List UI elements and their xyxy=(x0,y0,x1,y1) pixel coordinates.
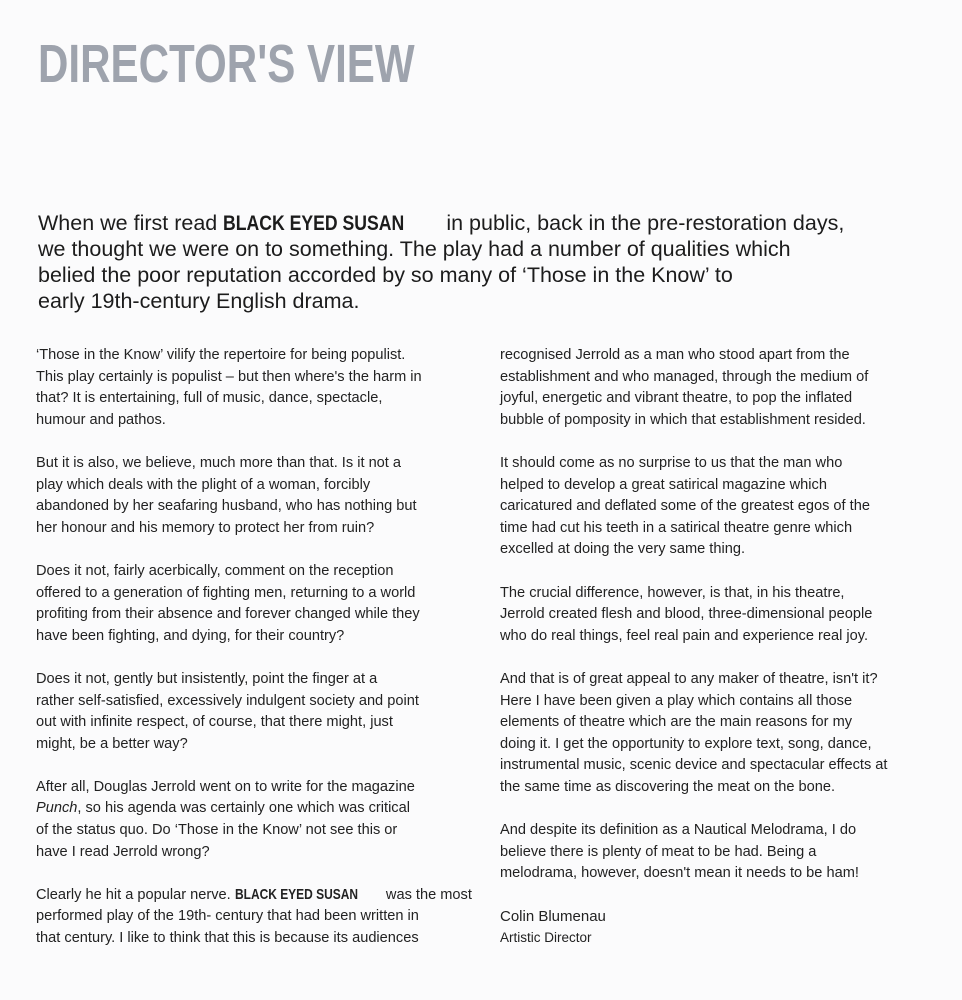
text-line: Does it not, gently but insistently, point the finger at a xyxy=(36,670,378,687)
text-line: joyful, energetic and vibrant theatre, to pop the inflated xyxy=(500,390,853,407)
intro-line xyxy=(38,210,918,236)
intro-line: belied the poor reputation accorded by so many of ‘Those in the Know’ to xyxy=(38,263,733,287)
text-line: time had cut his teeth in a satirical theatre genre which xyxy=(500,519,853,536)
text-line: performed play of the 19th- century that had been written in xyxy=(36,908,419,925)
text-line: that century. I like to think that this is because its audiences xyxy=(36,930,419,947)
page-title: DIRECTOR'S VIEW xyxy=(38,34,415,94)
text-line: believe there is plenty of meat to be had. Being a xyxy=(500,843,817,860)
text-line: humour and pathos. xyxy=(36,411,166,428)
right-column xyxy=(500,345,930,948)
intro-text: When we first read xyxy=(38,211,224,235)
text-line: play which deals with the plight of a woman, forcibly xyxy=(36,476,371,493)
text-line: her honour and his memory to protect her from ruin? xyxy=(36,519,375,536)
text-line: And despite its definition as a Nautical Melodrama, I do xyxy=(500,822,857,839)
text-line: This play certainly is populist – but then where's the harm in xyxy=(36,368,422,385)
intro-text: in public, back in the pre-restoration days, xyxy=(440,211,845,235)
text-line: Here I have been given a play which contains all those xyxy=(500,692,853,709)
text-line: ‘Those in the Know’ vilify the repertoire for being populist. xyxy=(36,347,406,363)
author-name: Colin Blumenau xyxy=(500,908,606,926)
text-line: And that is of great appeal to any maker of theatre, isn't it? xyxy=(500,670,878,687)
text-line xyxy=(36,798,476,820)
paragraph xyxy=(500,820,930,885)
play-title-bold: BLACK EYED SUSAN xyxy=(234,886,358,903)
text-line: who do real things, feel real pain and experience real joy. xyxy=(500,627,869,644)
text-line: of the status quo. Do ‘Those in the Know’ not see this or xyxy=(36,822,398,839)
text-line: It should come as no surprise to us that the man who xyxy=(500,454,843,471)
text-line: profiting from their absence and forever changed while they xyxy=(36,606,420,623)
text-line: helped to develop a great satirical magazine which xyxy=(500,476,827,493)
text-line: melodrama, however, doesn't mean it needs to be ham! xyxy=(500,865,859,882)
text-line: establishment and who managed, through the medium of xyxy=(500,368,869,385)
text-line: elements of theatre which are the main reasons for my xyxy=(500,714,853,731)
paragraph xyxy=(500,583,930,648)
paragraph xyxy=(36,777,476,863)
text-line: instrumental music, scenic device and spectacular effects at xyxy=(500,757,888,774)
text-line: But it is also, we believe, much more than that. Is it not a xyxy=(36,454,402,471)
text-line xyxy=(36,885,476,907)
text-line: out with infinite respect, of course, that there might, just xyxy=(36,714,393,731)
text-line: rather self-satisfied, excessively indulgent society and point xyxy=(36,692,419,709)
paragraph xyxy=(36,453,476,539)
intro-line: we thought we were on to something. The play had a number of qualities which xyxy=(38,237,791,261)
text-line: The crucial difference, however, is that, in his theatre, xyxy=(500,584,845,601)
text-line: doing it. I get the opportunity to explore text, song, dance, xyxy=(500,735,872,752)
text-line: Does it not, fairly acerbically, comment on the reception xyxy=(36,562,394,579)
text-line: have I read Jerrold wrong? xyxy=(36,843,210,860)
magazine-title-italic: Punch xyxy=(36,800,78,817)
paragraph xyxy=(500,453,930,561)
text-line: abandoned by her seafaring husband, who has nothing but xyxy=(36,498,417,515)
text-line: might, be a better way? xyxy=(36,735,188,752)
paragraph xyxy=(36,561,476,647)
text-run: was the most xyxy=(381,886,472,903)
text-line: caricatured and deflated some of the greatest egos of the xyxy=(500,498,870,515)
text-line: Jerrold created flesh and blood, three-dimensional people xyxy=(500,606,873,623)
text-line: the same time as discovering the meat on the bone. xyxy=(500,778,836,795)
text-run: Clearly he hit a popular nerve. xyxy=(36,886,235,903)
text-line: bubble of pomposity in which that establishment resided. xyxy=(500,411,866,428)
text-line: recognised Jerrold as a man who stood apart from the xyxy=(500,347,850,363)
text-run: , so his agenda was certainly one which was critical xyxy=(77,800,410,817)
text-line: that? It is entertaining, full of music, dance, spectacle, xyxy=(36,390,383,407)
paragraph xyxy=(36,885,476,950)
paragraph xyxy=(500,345,930,431)
intro-line: early 19th-century English drama. xyxy=(38,289,360,313)
text-line: After all, Douglas Jerrold went on to write for the magazine xyxy=(36,778,415,795)
paragraph xyxy=(36,345,476,431)
text-line: excelled at doing the very same thing. xyxy=(500,541,745,558)
text-line: offered to a generation of fighting men, returning to a world xyxy=(36,584,416,601)
author-role: Artistic Director xyxy=(500,930,592,946)
left-column xyxy=(36,345,476,971)
paragraph xyxy=(36,669,476,755)
signature xyxy=(500,906,930,948)
intro-paragraph xyxy=(38,210,918,314)
text-line: have been fighting, and dying, for their country? xyxy=(36,627,345,644)
paragraph xyxy=(500,669,930,799)
play-title-bold: BLACK EYED SUSAN xyxy=(223,211,405,235)
